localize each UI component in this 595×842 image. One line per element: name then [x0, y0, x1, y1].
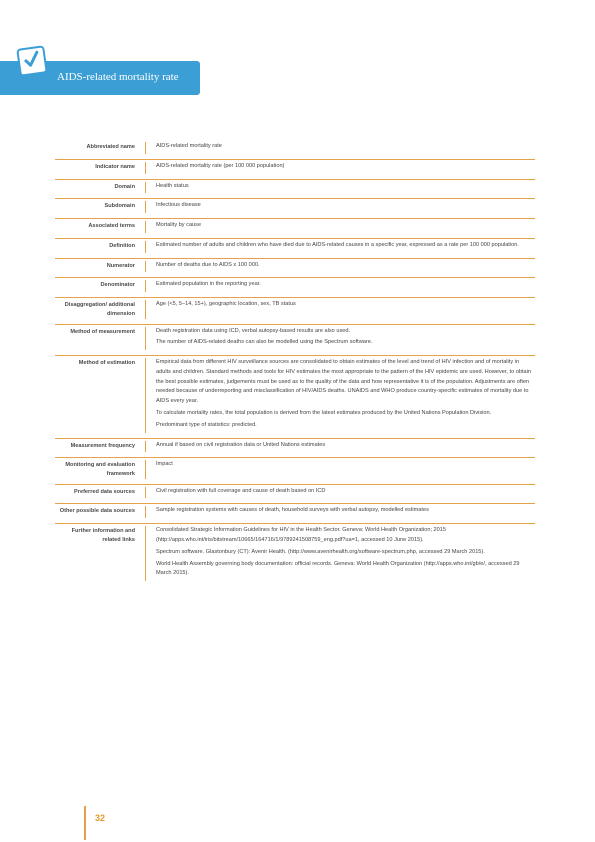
- indicator-metadata-table: [55, 140, 535, 586]
- value-paragraph: Annual if based on civil registration data or United Nations estimates: [156, 441, 326, 448]
- table-row: [55, 179, 535, 199]
- value-paragraph: The number of AIDS-related deaths can also be modelled using the Spectrum software.: [156, 339, 373, 346]
- table-row: [55, 523, 535, 586]
- value-paragraph: Mortality by cause: [156, 222, 202, 229]
- column-divider: [145, 300, 146, 318]
- table-row: [55, 355, 535, 437]
- table-row: [55, 324, 535, 356]
- value-paragraph: Sample registration systems with causes of death, household surveys with verbal autopsy, modelled estimates: [156, 507, 429, 514]
- page-title: AIDS-related mortality rate: [57, 71, 179, 83]
- value-paragraph: AIDS-related mortality rate: [156, 143, 222, 149]
- column-divider: [145, 221, 146, 233]
- row-label: Indicator name: [95, 163, 135, 170]
- value-paragraph: Number of deaths due to AIDS x 100 000.: [156, 261, 260, 268]
- page-number: 32: [95, 813, 106, 823]
- table-row: [55, 277, 535, 297]
- row-value: [156, 241, 535, 253]
- row-label: Definition: [109, 242, 135, 249]
- row-label: Disaggregation/ additional dimension: [64, 302, 135, 317]
- value-paragraph: Death registration data using ICD, verbal autopsy-based results are also used.: [156, 327, 351, 334]
- row-label: Numerator: [106, 262, 135, 269]
- checkmark-icon: [21, 49, 44, 72]
- column-divider: [145, 162, 146, 174]
- column-divider: [145, 182, 146, 194]
- value-paragraph: Consolidated Strategic Information Guidelines for HIV in the Health Sector. Geneva: World Health Organization; 2015 (http://apps.who.int/iris/bitstream/10665/164716/1/9789241508759_eng.pdf?ua=1, accessed 10 June 2015).: [156, 527, 446, 544]
- row-value: [156, 221, 535, 233]
- value-paragraph: AIDS-related mortality rate (per 100 000 population): [156, 162, 285, 169]
- row-value: [156, 142, 535, 154]
- value-paragraph: Spectrum software. Glastonbury (CT): Avenir Health. (http://www.avenirhealth.org/software-spectrum.php, accessed 29 March 2015).: [156, 548, 485, 555]
- row-label: Denominator: [100, 282, 135, 289]
- row-value: [156, 506, 535, 518]
- row-value: [156, 441, 535, 453]
- row-label: Method of measurement: [70, 328, 135, 335]
- row-label: Further information and related links: [71, 528, 135, 543]
- column-divider: [145, 280, 146, 292]
- value-paragraph: Infectious disease: [156, 202, 201, 209]
- row-label: Domain: [114, 183, 135, 190]
- table-row: [55, 438, 535, 458]
- table-row: [55, 457, 535, 483]
- table-row: [55, 198, 535, 218]
- row-label: Other possible data sources: [59, 508, 135, 515]
- row-value: [156, 460, 535, 478]
- table-row: [55, 503, 535, 523]
- column-divider: [145, 261, 146, 273]
- page-number-rule: [84, 806, 86, 840]
- value-paragraph: World Health Assembly governing body documentation: official records. Geneva: World Health Organization (http://apps.who.int/gb/e/, accessed 29 March 2015).: [156, 560, 520, 577]
- row-value: [156, 261, 535, 273]
- column-divider: [145, 487, 146, 499]
- value-paragraph: Estimated number of adults and children who have died due to AIDS-related causes in a specific year, expressed as a rate per 100 000 population.: [156, 241, 519, 248]
- value-paragraph: Age (<5, 5–14, 15+), geographic location, sex, TB status: [156, 301, 296, 308]
- value-paragraph: Estimated population in the reporting year.: [156, 281, 261, 288]
- row-label: Preferred data sources: [74, 488, 135, 495]
- table-row: [55, 140, 535, 159]
- table-row: [55, 258, 535, 278]
- row-label: Subdomain: [104, 203, 135, 210]
- table-row: [55, 238, 535, 258]
- column-divider: [145, 441, 146, 453]
- column-divider: [145, 327, 146, 351]
- value-paragraph: Predominant type of statistics: predicted.: [156, 421, 257, 428]
- row-label: Method of estimation: [78, 360, 135, 367]
- row-value: [156, 162, 535, 174]
- value-paragraph: Civil registration with full coverage and cause of death based on ICD: [156, 487, 326, 494]
- row-label: Measurement frequency: [70, 442, 135, 449]
- row-value: [156, 182, 535, 194]
- column-divider: [145, 241, 146, 253]
- table-row: [55, 484, 535, 504]
- row-label: Associated terms: [88, 223, 135, 230]
- column-divider: [145, 142, 146, 154]
- row-value: [156, 487, 535, 499]
- column-divider: [145, 460, 146, 478]
- value-paragraph: Impact: [156, 461, 173, 468]
- row-value: [156, 327, 535, 351]
- table-row: [55, 297, 535, 323]
- table-row: [55, 159, 535, 179]
- checkmark-badge: [16, 45, 48, 77]
- row-label: Abbreviated name: [86, 144, 135, 150]
- value-paragraph: Health status: [156, 182, 189, 189]
- row-value: [156, 280, 535, 292]
- row-label: Monitoring and evaluation framework: [65, 462, 135, 478]
- value-paragraph: Empirical data from different HIV surveillance sources are consolidated to obtain estimates of the level and trend of HIV infection and of mortality in adults and children. Standard methods and tools for HIV estimates the most appropriate to the pattern of the HIV epidemic are used. However, to obtain the best possible estimates, judgements must be used as to the quality of the data and how representative it is of the population. Adjustments are often needed because of underreporting and misclassification of HIV/AIDS deaths. UNAIDS and WHO produce country-specific estimates of mortality due to AIDS every year.: [156, 359, 531, 405]
- column-divider: [145, 358, 146, 432]
- value-paragraph: To calculate mortality rates, the total population is derived from the latest estimates produced by the United Nations Population Division.: [156, 410, 492, 417]
- row-value: [156, 300, 535, 318]
- row-value: [156, 358, 535, 432]
- row-value: [156, 201, 535, 213]
- column-divider: [145, 201, 146, 213]
- column-divider: [145, 526, 146, 581]
- column-divider: [145, 506, 146, 518]
- row-value: [156, 526, 535, 581]
- table-row: [55, 218, 535, 238]
